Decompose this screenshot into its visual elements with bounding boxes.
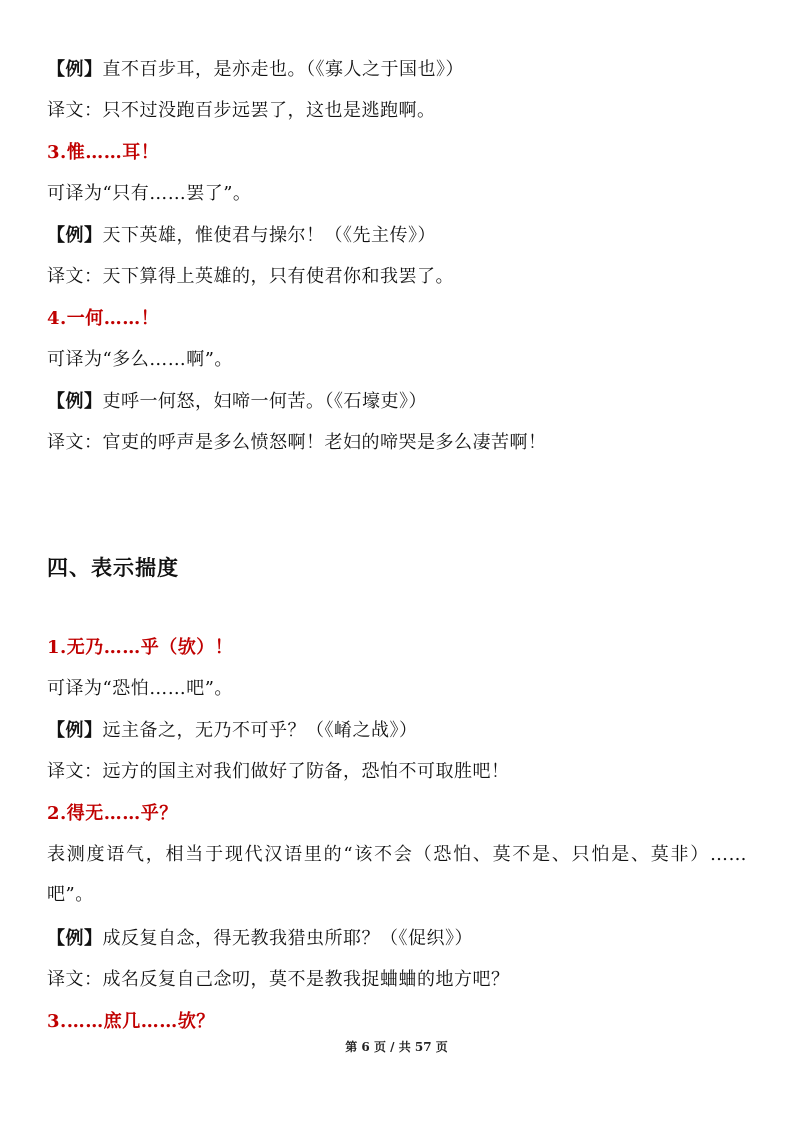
example-text: 直不百步耳，是亦走也。（《寡人之于国也》） bbox=[102, 59, 464, 80]
explanation-line: 可译为“恐怕……吧”。 bbox=[47, 678, 233, 699]
subheading: 3.……庶几……欤？ bbox=[47, 1011, 215, 1032]
subheading: 4.一何……！ bbox=[47, 308, 160, 329]
section-heading: 四、表示揣度 bbox=[47, 555, 179, 580]
translation-line: 译文：远方的国主对我们做好了防备，恐怕不可取胜吧！ bbox=[47, 761, 510, 782]
example-line bbox=[47, 390, 427, 414]
explanation-line: 可译为“只有……罢了”。 bbox=[47, 183, 252, 204]
example-text: 成反复自念，得无教我猎虫所耶？（《促织》） bbox=[102, 928, 473, 949]
subheading: 1.无乃……乎（欤）！ bbox=[47, 637, 234, 658]
example-line bbox=[47, 927, 473, 951]
example-line bbox=[47, 58, 464, 82]
subheading: 2.得无……乎？ bbox=[47, 803, 178, 824]
example-tag: 【例】 bbox=[47, 720, 103, 741]
example-line bbox=[47, 224, 436, 248]
example-line bbox=[47, 719, 418, 743]
subheading: 3.惟……耳！ bbox=[47, 142, 160, 163]
translation-line: 译文：官吏的呼声是多么愤怒啊！老妇的啼哭是多么凄苦啊！ bbox=[47, 432, 547, 453]
example-text: 远主备之，无乃不可乎？（《崤之战》） bbox=[102, 720, 418, 741]
example-tag: 【例】 bbox=[47, 59, 103, 80]
page-footer: 第 6 页 / 共 57 页 bbox=[345, 1040, 448, 1054]
translation-line: 译文：只不过没跑百步远罢了，这也是逃跑啊。 bbox=[47, 100, 436, 121]
example-tag: 【例】 bbox=[47, 391, 103, 412]
translation-line: 译文：成名反复自己念叨，莫不是教我捉蛐蛐的地方吧？ bbox=[47, 969, 510, 990]
explanation-line: 可译为“多么……啊”。 bbox=[47, 349, 233, 370]
example-text: 天下英雄，惟使君与操尔！（《先主传》） bbox=[102, 225, 436, 246]
example-text: 吏呼一何怒，妇啼一何苦。（《石壕吏》） bbox=[102, 391, 427, 412]
translation-line: 译文：天下算得上英雄的，只有使君你和我罢了。 bbox=[47, 266, 454, 287]
example-tag: 【例】 bbox=[47, 928, 103, 949]
explanation-paragraph: 表测度语气，相当于现代汉语里的“该不会（恐怕、莫不是、只怕是、莫非）……吧”。 bbox=[47, 844, 747, 905]
example-tag: 【例】 bbox=[47, 225, 103, 246]
